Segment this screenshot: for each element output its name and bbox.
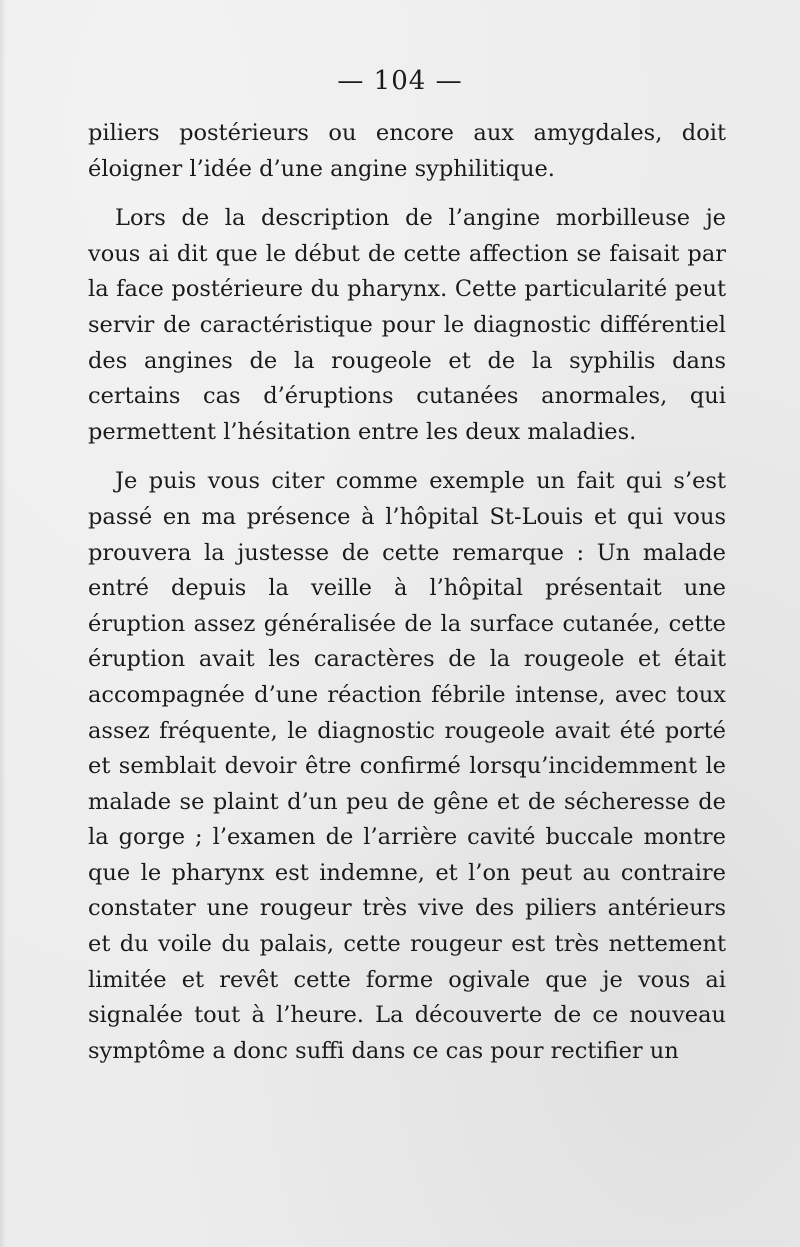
page-edge-shadow [0, 0, 6, 1247]
page-number: — 104 — [337, 66, 463, 96]
paragraph-exemple-st-louis: Je puis vous citer comme exemple un fait qui s’est passé en ma présence à l’hôpital St-Louis et qui vous prouvera la justesse de cette remarque : Un malade entré depuis la veille à l’hôpital présentait une éruption assez généralisée de la surface cutanée, cette éruption avait les caractères de la rougeole et était accompagnée d’une réaction fébrile intense, avec toux assez fréquente, le diagnostic rougeole avait été porté et semblait devoir être confirmé lorsqu’incidemment le malade se plaint d’un peu de gêne et de sécheresse de la gorge ; l’examen de l’arrière cavité buccale montre que le pharynx est indemne, et l’on peut au contraire constater une rougeur très vive des piliers antérieurs et du voile du palais, cette rougeur est très nettement limitée et revêt cette forme ogivale que je vous ai signalée tout à l’heure. La découverte de ce nouveau symptôme a donc suffi dans ce cas pour rectifier un [88, 468, 726, 1064]
paragraph-continuation: piliers postérieurs ou encore aux amygdales, doit éloigner l’idée d’une angine syphilitique. [88, 120, 726, 182]
paragraph-angine-morbilleuse: Lors de la description de l’angine morbilleuse je vous ai dit que le début de cette affection se faisait par la face postérieure du pharynx. Cette particularité peut servir de caractéristique pour le diagnostic différentiel des angines de la rougeole et de la syphilis dans certains cas d’éruptions cutanées anormales, qui permettent l’hésitation entre les deux maladies. [88, 205, 726, 445]
body-text [88, 116, 726, 1069]
